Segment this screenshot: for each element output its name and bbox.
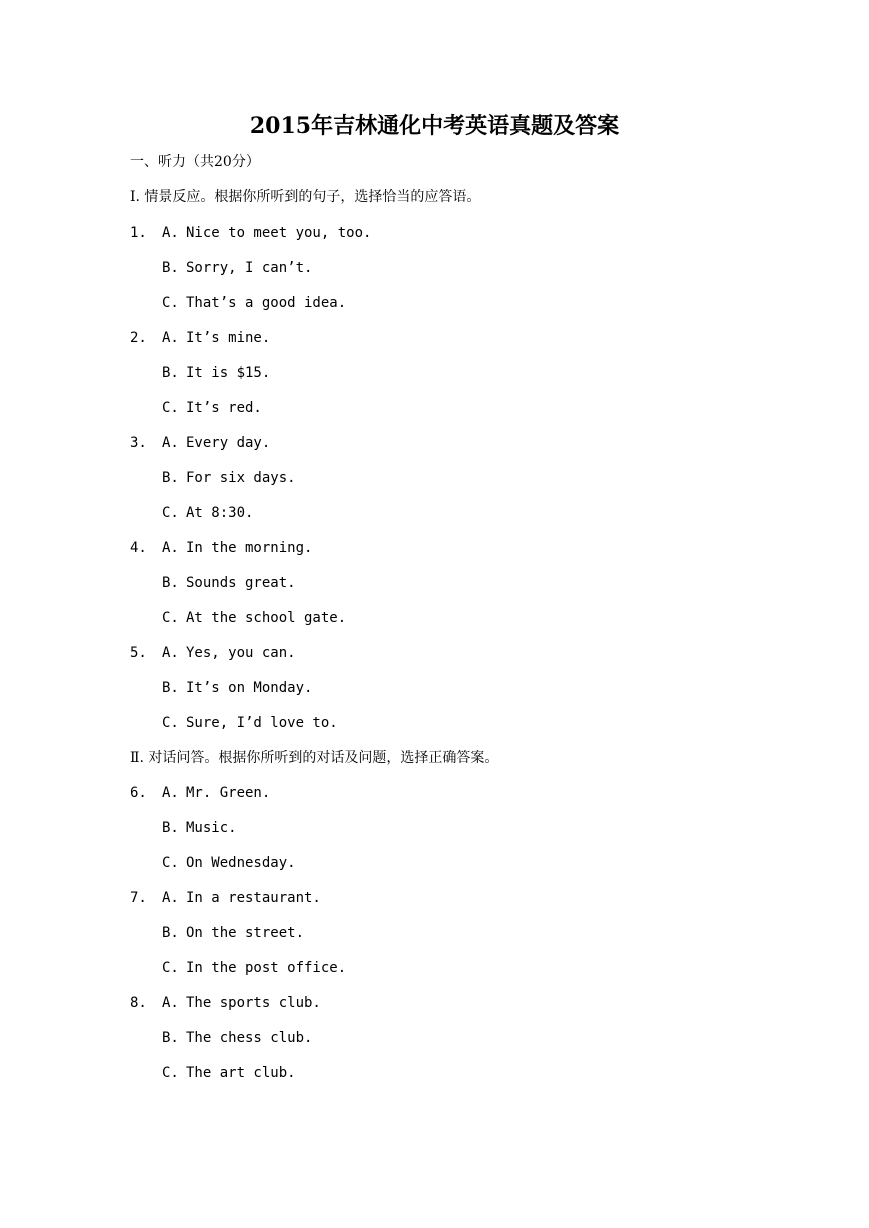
answer-option — [162, 432, 270, 454]
option-text: It’s red. — [186, 400, 262, 416]
option-letter: C. — [162, 715, 179, 731]
question-row — [130, 992, 161, 1014]
option-letter: C. — [162, 400, 179, 416]
option-text: Music. — [186, 820, 237, 836]
option-text: Sounds great. — [186, 575, 296, 591]
answer-option — [162, 537, 312, 559]
answer-option — [162, 257, 312, 279]
answer-option — [162, 992, 321, 1014]
part-heading-1: Ⅰ. 情景反应。根据你所听到的句子，选择恰当的应答语。 — [130, 189, 481, 205]
option-text: Sure, I’d love to. — [186, 715, 338, 731]
answer-option — [162, 1027, 312, 1049]
answer-option — [162, 817, 237, 839]
question-number: 7. — [130, 890, 147, 906]
option-text: For six days. — [186, 470, 296, 486]
option-text: On Wednesday. — [186, 855, 296, 871]
question-row — [130, 887, 161, 909]
option-letter: A. — [162, 645, 179, 661]
answer-option — [162, 327, 270, 349]
option-text: The chess club. — [186, 1030, 313, 1046]
question-number: 8. — [130, 995, 147, 1011]
answer-option — [162, 922, 304, 944]
option-letter: C. — [162, 505, 179, 521]
option-letter: C. — [162, 960, 179, 976]
answer-option — [162, 1062, 296, 1084]
answer-option — [162, 292, 346, 314]
option-letter: A. — [162, 890, 179, 906]
answer-option — [162, 397, 262, 419]
option-text: Mr. Green. — [186, 785, 271, 801]
option-text: Sorry, I can’t. — [186, 260, 313, 276]
option-text: Yes, you can. — [186, 645, 296, 661]
option-letter: C. — [162, 1065, 179, 1081]
answer-option — [162, 677, 312, 699]
option-letter: A. — [162, 785, 179, 801]
option-text: It is $15. — [186, 365, 271, 381]
option-text: In the morning. — [186, 540, 313, 556]
question-row — [130, 537, 161, 559]
option-letter: B. — [162, 365, 179, 381]
section-heading: 一、听力（共20分） — [130, 154, 260, 170]
option-text: In a restaurant. — [186, 890, 321, 906]
answer-option — [162, 712, 338, 734]
answer-option — [162, 502, 253, 524]
option-letter: B. — [162, 925, 179, 941]
option-text: That’s a good idea. — [186, 295, 347, 311]
option-letter: B. — [162, 1030, 179, 1046]
option-letter: C. — [162, 295, 179, 311]
option-text: At the school gate. — [186, 610, 347, 626]
answer-option — [162, 957, 346, 979]
option-letter: B. — [162, 575, 179, 591]
option-letter: B. — [162, 470, 179, 486]
answer-option — [162, 467, 296, 489]
question-row — [130, 327, 161, 349]
option-letter: B. — [162, 680, 179, 696]
question-number: 2. — [130, 330, 147, 346]
question-row — [130, 222, 161, 244]
question-number: 6. — [130, 785, 147, 801]
answer-option — [162, 572, 296, 594]
option-text: On the street. — [186, 925, 305, 941]
question-number: 4. — [130, 540, 147, 556]
option-letter: B. — [162, 260, 179, 276]
answer-option — [162, 642, 296, 664]
question-number: 1. — [130, 225, 147, 241]
answer-option — [162, 852, 296, 874]
answer-option — [162, 887, 321, 909]
option-text: Every day. — [186, 435, 271, 451]
option-text: Nice to meet you, too. — [186, 225, 372, 241]
answer-option — [162, 362, 270, 384]
question-number: 3. — [130, 435, 147, 451]
page-title: 2015年吉林通化中考英语真题及答案 — [249, 113, 620, 139]
question-row — [130, 782, 161, 804]
option-letter: A. — [162, 540, 179, 556]
option-text: The art club. — [186, 1065, 296, 1081]
question-number: 5. — [130, 645, 147, 661]
option-text: The sports club. — [186, 995, 321, 1011]
option-letter: A. — [162, 330, 179, 346]
question-row — [130, 432, 161, 454]
option-text: It’s on Monday. — [186, 680, 313, 696]
option-letter: A. — [162, 225, 179, 241]
answer-option — [162, 607, 346, 629]
option-letter: C. — [162, 610, 179, 626]
part-heading-2: Ⅱ. 对话问答。根据你所听到的对话及问题，选择正确答案。 — [130, 750, 499, 766]
option-letter: B. — [162, 820, 179, 836]
answer-option — [162, 222, 371, 244]
option-text: In the post office. — [186, 960, 347, 976]
answer-option — [162, 782, 270, 804]
option-text: At 8:30. — [186, 505, 254, 521]
option-text: It’s mine. — [186, 330, 271, 346]
option-letter: A. — [162, 995, 179, 1011]
option-letter: A. — [162, 435, 179, 451]
question-row — [130, 642, 161, 664]
option-letter: C. — [162, 855, 179, 871]
